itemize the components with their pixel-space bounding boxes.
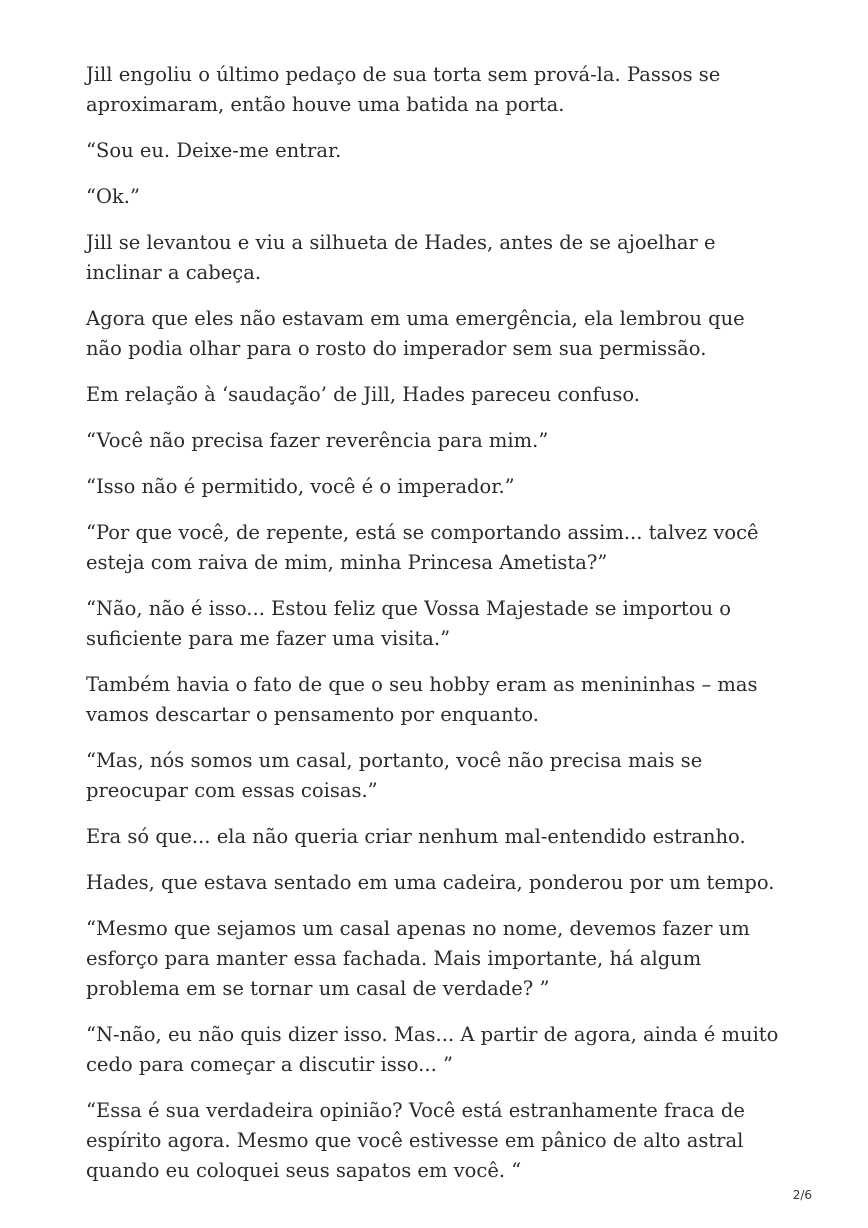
- paragraph-10: “Não, não é isso... Estou feliz que Vossa Majestade se importou o suficiente para me fazer uma visita.”: [86, 597, 731, 650]
- body-text: [86, 60, 786, 1202]
- paragraph-14: Hades, que estava sentado em uma cadeira, ponderou por um tempo.: [86, 871, 775, 894]
- paragraph-16: “N-não, eu não quis dizer isso. Mas... A partir de agora, ainda é muito cedo para começar a discutir isso... ”: [86, 1023, 779, 1076]
- paragraph-3: “Ok.”: [86, 185, 140, 208]
- paragraph-5: Agora que eles não estavam em uma emergência, ela lembrou que não podia olhar para o rosto do imperador sem sua permissão.: [86, 307, 745, 360]
- paragraph-7: “Você não precisa fazer reverência para mim.”: [86, 429, 549, 452]
- paragraph-9: “Por que você, de repente, está se comportando assim... talvez você esteja com raiva de mim, minha Princesa Ametista?”: [86, 521, 759, 574]
- page-number: 2/6: [792, 1188, 812, 1202]
- paragraph-1: Jill engoliu o último pedaço de sua torta sem prová-la. Passos se aproximaram, então houve uma batida na porta.: [86, 63, 721, 116]
- paragraph-15: “Mesmo que sejamos um casal apenas no nome, devemos fazer um esforço para manter essa fachada. Mais importante, há algum problema em se tornar um casal de verdade? ”: [86, 917, 750, 1000]
- paragraph-11: Também havia o fato de que o seu hobby eram as menininhas – mas vamos descartar o pensamento por enquanto.: [86, 673, 758, 726]
- paragraph-12: “Mas, nós somos um casal, portanto, você não precisa mais se preocupar com essas coisas.”: [86, 749, 703, 802]
- paragraph-17: “Essa é sua verdadeira opinião? Você está estranhamente fraca de espírito agora. Mesmo que você estivesse em pânico de alto astral quando eu coloquei seus sapatos em você. “: [86, 1099, 745, 1182]
- paragraph-2: “Sou eu. Deixe-me entrar.: [86, 139, 342, 162]
- paragraph-13: Era só que... ela não queria criar nenhum mal-entendido estranho.: [86, 825, 746, 848]
- paragraph-8: “Isso não é permitido, você é o imperador.”: [86, 475, 515, 498]
- paragraph-4: Jill se levantou e viu a silhueta de Hades, antes de se ajoelhar e inclinar a cabeça.: [86, 231, 716, 284]
- paragraph-6: Em relação à ‘saudação’ de Jill, Hades pareceu confuso.: [86, 383, 640, 406]
